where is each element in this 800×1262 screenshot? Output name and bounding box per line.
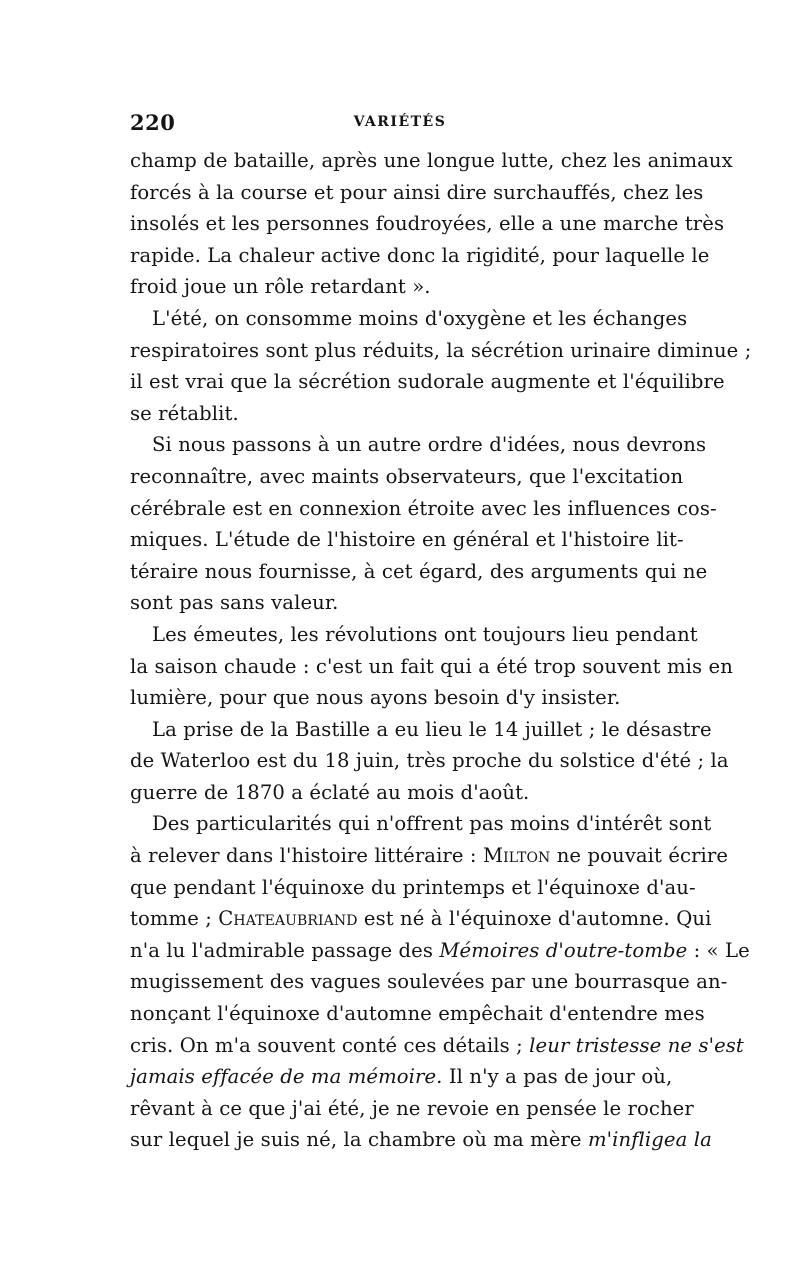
line-text: est né à l'équinoxe d'automne. Qui	[357, 907, 712, 931]
text-line	[130, 1093, 694, 1125]
text-line	[130, 682, 672, 714]
body-text	[130, 145, 752, 1156]
text-line	[130, 335, 752, 367]
text-line	[130, 177, 704, 209]
line-text: reconnaître, avec maints observateurs, que l'excitation	[130, 464, 684, 488]
line-text: insolés et les personnes foudroyées, elle a une marche très	[130, 212, 725, 236]
line-text: il est vrai que la sécrétion sudorale augmente et l'équilibre	[130, 370, 725, 394]
line-text: La prise de la Bastille a eu lieu le 14 juillet ; le désastre	[152, 717, 712, 741]
line-text: Des particularités qui n'offrent pas moins d'intérêt sont	[152, 812, 712, 836]
line-text: : « Le	[687, 938, 750, 962]
text-line	[130, 398, 672, 430]
line-text: ne pouvait écrire	[550, 844, 729, 868]
text-line	[130, 1061, 672, 1093]
text-line	[130, 935, 750, 967]
text-line	[130, 429, 707, 461]
text-line	[130, 587, 672, 619]
text-line	[130, 240, 710, 272]
page-header	[130, 110, 670, 140]
line-text: téraire nous fournisse, à cet égard, des arguments qui ne	[130, 559, 708, 583]
line-text: mugissement des vagues soulevées par une bourrasque an-	[130, 970, 728, 994]
line-text: guerre de 1870 a éclaté au mois d'août.	[130, 780, 530, 804]
author-name: Milton	[482, 844, 551, 868]
line-text: se rétablit.	[130, 401, 239, 425]
text-line	[130, 1030, 744, 1062]
line-text: à relever dans l'histoire littéraire :	[130, 844, 483, 868]
line-text: champ de bataille, après une longue lutte, chez les animaux	[130, 149, 733, 172]
text-line	[130, 461, 684, 493]
text-line	[130, 303, 688, 335]
text-line	[130, 619, 698, 651]
line-text: forcés à la course et pour ainsi dire surchauffés, chez les	[130, 180, 704, 204]
line-text: nonçant l'équinoxe d'automne empêchait d'entendre mes	[130, 1002, 705, 1026]
text-line	[130, 840, 729, 872]
text-line	[130, 808, 712, 840]
line-text: de Waterloo est du 18 juin, très proche du solstice d'été ; la	[130, 749, 729, 773]
text-line	[130, 714, 712, 746]
line-text: rapide. La chaleur active donc la rigidité, pour laquelle le	[130, 243, 710, 267]
line-text: miques. L'étude de l'histoire en général et l'histoire lit-	[130, 528, 684, 552]
text-line	[130, 145, 733, 177]
line-text: sur lequel je suis né, la chambre où ma mère	[130, 1128, 588, 1152]
text-line	[130, 903, 712, 935]
text-line	[130, 271, 672, 303]
text-line	[130, 366, 725, 398]
line-text: froid joue un rôle retardant ».	[130, 275, 431, 299]
text-line	[130, 1124, 712, 1156]
line-text: que pendant l'équinoxe du printemps et l'équinoxe d'au-	[130, 875, 696, 899]
line-text: n'a lu l'admirable passage des	[130, 938, 440, 962]
line-text: Si nous passons à un autre ordre d'idées, nous devrons	[152, 433, 707, 457]
text-line	[130, 208, 725, 240]
text-line	[130, 777, 672, 809]
line-text: L'été, on consomme moins d'oxygène et les échanges	[152, 306, 688, 330]
text-line	[130, 872, 696, 904]
text-line	[130, 524, 684, 556]
running-head: VARIÉTÉS	[353, 114, 447, 130]
line-text: rêvant à ce que j'ai été, je ne revoie en pensée le rocher	[130, 1096, 694, 1120]
page-number: 220	[130, 110, 176, 135]
line-text: tomme ;	[130, 907, 219, 931]
italic-quote: Mémoires d'outre-tombe	[439, 938, 688, 962]
text-line	[130, 651, 733, 683]
line-text: Les émeutes, les révolutions ont toujours lieu pendant	[152, 622, 698, 646]
text-line	[130, 998, 705, 1030]
text-line	[130, 493, 717, 525]
line-text: sont pas sans valeur.	[130, 591, 339, 615]
text-line	[130, 745, 729, 777]
line-text: cérébrale est en connexion étroite avec les influences cos-	[130, 496, 717, 520]
line-text: respiratoires sont plus réduits, la sécrétion urinaire diminue ;	[130, 338, 752, 362]
italic-quote: jamais effacée de ma mémoire.	[130, 1065, 443, 1089]
italic-quote: m'infligea la	[587, 1128, 712, 1152]
line-text: la saison chaude : c'est un fait qui a été trop souvent mis en	[130, 654, 733, 678]
italic-quote: leur tristesse ne s'est	[529, 1033, 744, 1057]
text-line	[130, 556, 708, 588]
line-text: cris. On m'a souvent conté ces détails ;	[130, 1033, 530, 1057]
line-text: lumière, pour que nous ayons besoin d'y insister.	[130, 686, 621, 710]
text-line	[130, 966, 728, 998]
author-name: Chateaubriand	[218, 907, 358, 931]
line-text: Il n'y a pas de jour où,	[442, 1065, 673, 1089]
